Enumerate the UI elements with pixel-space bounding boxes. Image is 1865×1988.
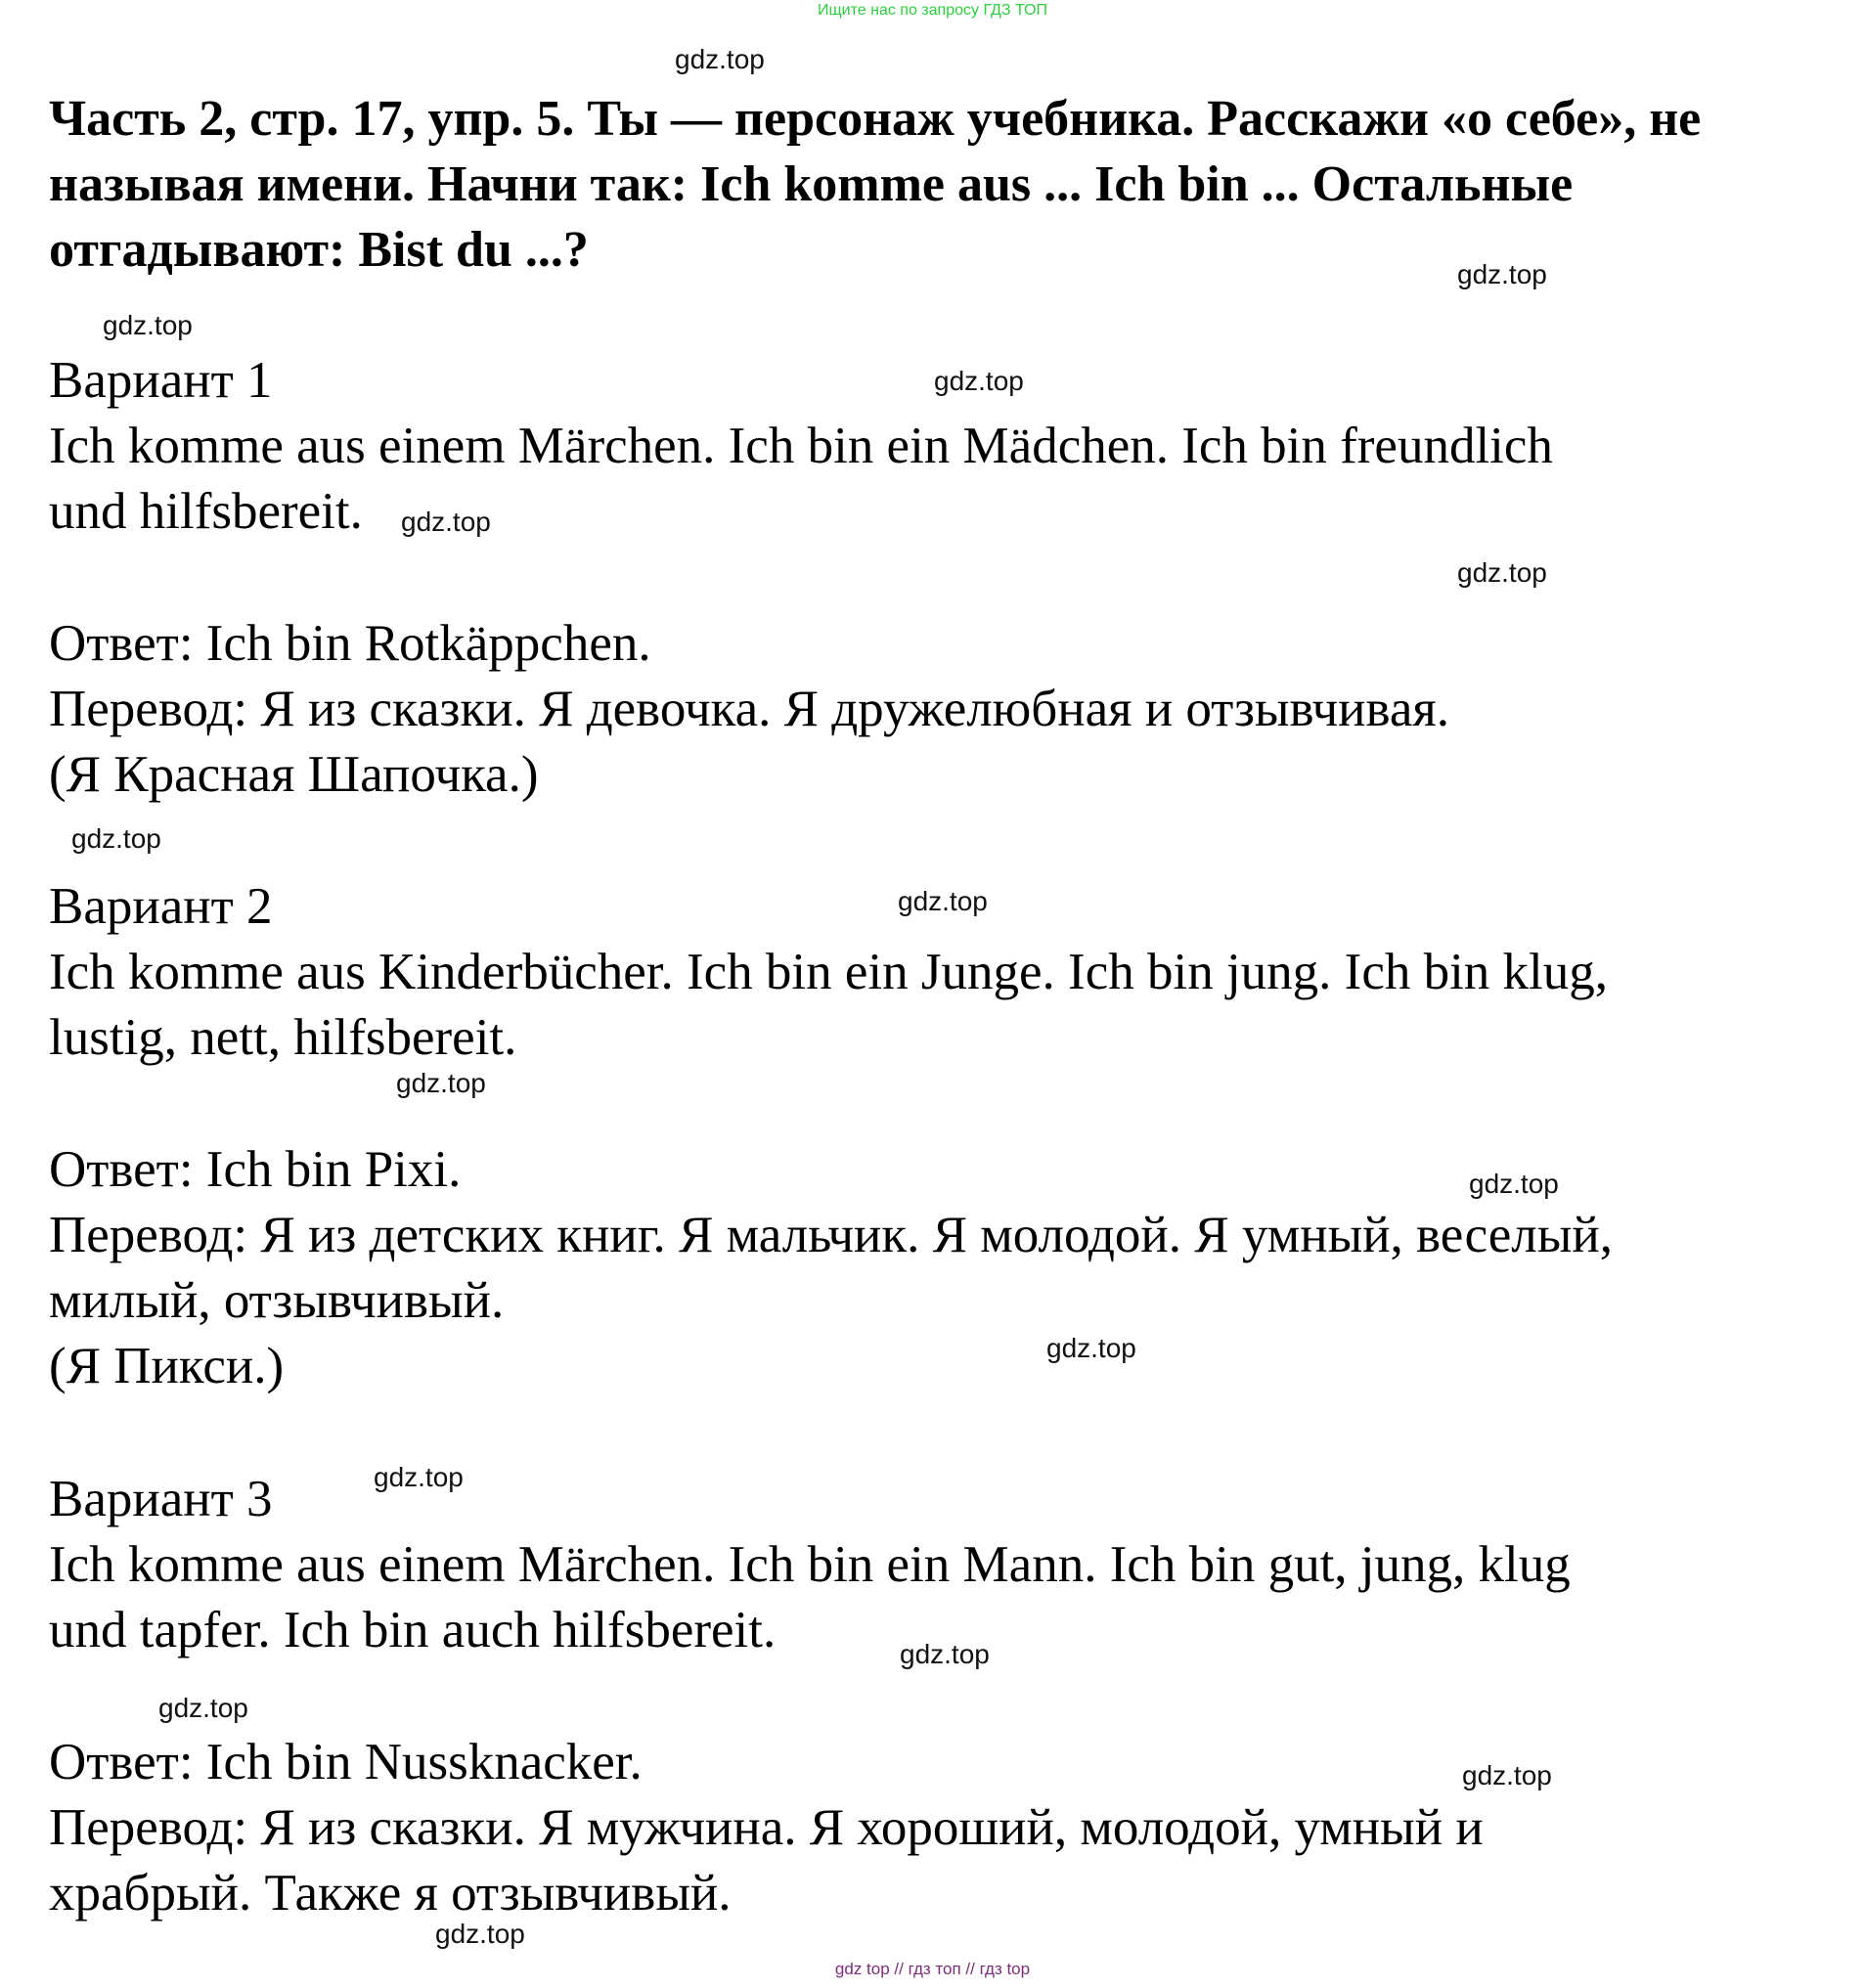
bottom-banner: gdz top // гдз топ // гдз top bbox=[834, 1960, 1031, 1978]
watermark: gdz.top bbox=[1469, 1169, 1559, 1199]
watermark: gdz.top bbox=[158, 1693, 248, 1723]
watermark: gdz.top bbox=[900, 1639, 990, 1669]
watermark: gdz.top bbox=[71, 823, 161, 854]
variant-2-text-line-1: Ich komme aus Kinderbücher. Ich bin ein Junge. Ich bin jung. Ich bin klug, bbox=[49, 944, 1609, 1000]
watermark: gdz.top bbox=[103, 310, 193, 340]
variant-3-text-line-1: Ich komme aus einem Märchen. Ich bin ein Mann. Ich bin gut, jung, klug bbox=[49, 1536, 1571, 1593]
variant-2-text-line-2: lustig, nett, hilfsbereit. bbox=[49, 1009, 517, 1066]
watermark: gdz.top bbox=[401, 507, 491, 537]
watermark: gdz.top bbox=[396, 1068, 486, 1098]
variant-1-heading: Вариант 1 bbox=[49, 352, 273, 409]
top-banner: Ищите нас по запросу ГДЗ ТОП bbox=[818, 2, 1047, 19]
watermark: gdz.top bbox=[1457, 259, 1547, 289]
variant-2-translation-line-3: (Я Пикси.) bbox=[49, 1338, 285, 1394]
variant-2-answer: Ответ: Ich bin Pixi. bbox=[49, 1141, 462, 1198]
watermark: gdz.top bbox=[675, 44, 765, 74]
variant-3-translation-line-1: Перевод: Я из сказки. Я мужчина. Я хороший, молодой, умный и bbox=[49, 1799, 1484, 1856]
variant-1-text-line-2: und hilfsbereit. bbox=[49, 483, 363, 540]
watermark: gdz.top bbox=[1457, 557, 1547, 588]
variant-2-translation-line-1: Перевод: Я из детских книг. Я мальчик. Я молодой. Я умный, веселый, bbox=[49, 1207, 1613, 1263]
variant-2-heading: Вариант 2 bbox=[49, 878, 273, 935]
variant-1-translation-line-2: (Я Красная Шапочка.) bbox=[49, 746, 539, 803]
watermark: gdz.top bbox=[898, 886, 988, 916]
watermark: gdz.top bbox=[374, 1462, 464, 1492]
variant-1-answer: Ответ: Ich bin Rotkäppchen. bbox=[49, 615, 651, 672]
watermark: gdz.top bbox=[1462, 1760, 1552, 1790]
variant-1-text-line-1: Ich komme aus einem Märchen. Ich bin ein Mädchen. Ich bin freundlich bbox=[49, 418, 1553, 474]
exercise-title: Часть 2, стр. 17, упр. 5. Ты — персонаж учебника. Расскажи «о себе», не называя имени. Начни так: Ich komme aus ... Ich bin ... Остальные отгадывают: Bist du ...? bbox=[49, 91, 1702, 278]
variant-3-heading: Вариант 3 bbox=[49, 1471, 273, 1527]
watermark: gdz.top bbox=[934, 366, 1024, 396]
variant-3-translation-line-2: храбрый. Также я отзывчивый. bbox=[49, 1865, 732, 1922]
variant-3-answer: Ответ: Ich bin Nussknacker. bbox=[49, 1734, 643, 1790]
variant-3-text-line-2: und tapfer. Ich bin auch hilfsbereit. bbox=[49, 1602, 777, 1658]
variant-2-translation-line-2: милый, отзывчивый. bbox=[49, 1272, 505, 1329]
watermark: gdz.top bbox=[435, 1919, 525, 1949]
variant-1-translation-line-1: Перевод: Я из сказки. Я девочка. Я дружелюбная и отзывчивая. bbox=[49, 681, 1450, 737]
watermark: gdz.top bbox=[1046, 1333, 1136, 1363]
